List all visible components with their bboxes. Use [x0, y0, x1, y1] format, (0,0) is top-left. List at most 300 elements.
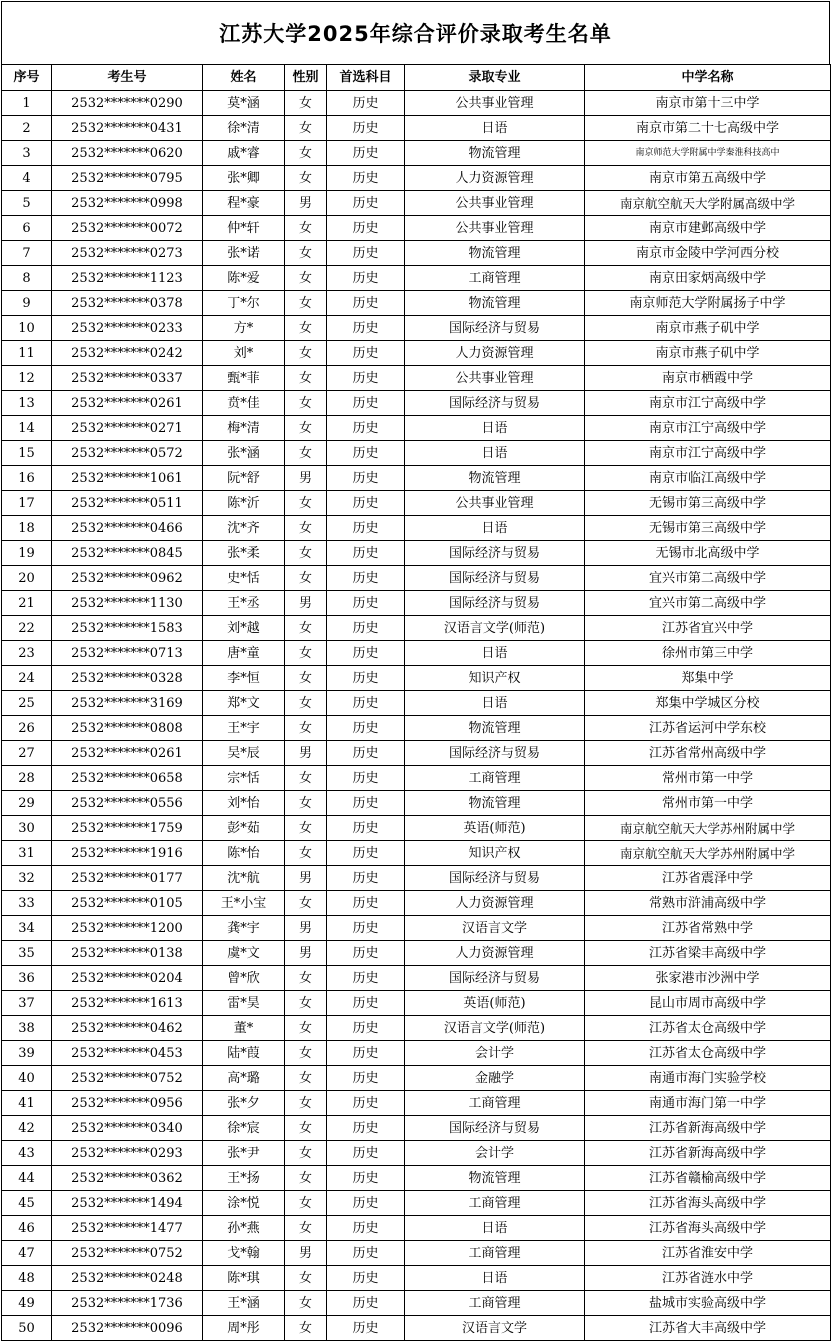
cell-major: 人力资源管理	[405, 941, 585, 966]
cell-subject: 历史	[327, 791, 405, 816]
cell-major: 日语	[405, 1216, 585, 1241]
cell-gender: 男	[285, 866, 327, 891]
cell-exam-id: 2532*******1916	[52, 841, 203, 866]
cell-name: 陈*琪	[203, 1266, 285, 1291]
table-row	[2, 466, 831, 491]
cell-subject: 历史	[327, 1116, 405, 1141]
cell-exam-id: 2532*******0962	[52, 566, 203, 591]
cell-exam-id: 2532*******0752	[52, 1066, 203, 1091]
cell-school: 南京市栖霞中学	[585, 366, 831, 391]
cell-seq: 33	[2, 891, 52, 916]
cell-major: 国际经济与贸易	[405, 566, 585, 591]
cell-seq: 17	[2, 491, 52, 516]
cell-school: 江苏省常熟中学	[585, 916, 831, 941]
table-body	[2, 91, 831, 1341]
cell-school: 南京航空航天大学苏州附属中学	[585, 816, 831, 841]
cell-gender: 女	[285, 441, 327, 466]
cell-major: 知识产权	[405, 666, 585, 691]
cell-major: 物流管理	[405, 716, 585, 741]
cell-gender: 女	[285, 1091, 327, 1116]
cell-major: 国际经济与贸易	[405, 866, 585, 891]
cell-exam-id: 2532*******0204	[52, 966, 203, 991]
cell-gender: 女	[285, 666, 327, 691]
cell-name: 曾*欣	[203, 966, 285, 991]
cell-major: 人力资源管理	[405, 341, 585, 366]
cell-major: 公共事业管理	[405, 191, 585, 216]
table-row	[2, 1116, 831, 1141]
cell-seq: 7	[2, 241, 52, 266]
cell-school: 南京市第五高级中学	[585, 166, 831, 191]
cell-exam-id: 2532*******0808	[52, 716, 203, 741]
header-subject: 首选科目	[327, 65, 405, 91]
cell-major: 汉语言文学	[405, 1316, 585, 1341]
table-row	[2, 691, 831, 716]
cell-exam-id: 2532*******0956	[52, 1091, 203, 1116]
cell-gender: 女	[285, 1191, 327, 1216]
cell-exam-id: 2532*******0290	[52, 91, 203, 116]
table-row	[2, 741, 831, 766]
cell-exam-id: 2532*******0273	[52, 241, 203, 266]
cell-school: 江苏省新海高级中学	[585, 1116, 831, 1141]
cell-name: 甄*菲	[203, 366, 285, 391]
cell-gender: 女	[285, 266, 327, 291]
cell-subject: 历史	[327, 1241, 405, 1266]
cell-school: 盐城市实验高级中学	[585, 1291, 831, 1316]
cell-seq: 49	[2, 1291, 52, 1316]
header-school: 中学名称	[585, 65, 831, 91]
cell-exam-id: 2532*******0378	[52, 291, 203, 316]
cell-school: 常州市第一中学	[585, 766, 831, 791]
cell-exam-id: 2532*******0233	[52, 316, 203, 341]
table-row	[2, 141, 831, 166]
cell-exam-id: 2532*******0337	[52, 366, 203, 391]
table-row	[2, 191, 831, 216]
cell-exam-id: 2532*******3169	[52, 691, 203, 716]
table-row	[2, 166, 831, 191]
cell-school: 常熟市浒浦高级中学	[585, 891, 831, 916]
cell-major: 会计学	[405, 1041, 585, 1066]
cell-subject: 历史	[327, 641, 405, 666]
cell-major: 英语(师范)	[405, 816, 585, 841]
cell-subject: 历史	[327, 591, 405, 616]
cell-subject: 历史	[327, 666, 405, 691]
cell-gender: 女	[285, 841, 327, 866]
cell-seq: 42	[2, 1116, 52, 1141]
cell-major: 物流管理	[405, 1166, 585, 1191]
cell-exam-id: 2532*******0431	[52, 116, 203, 141]
cell-gender: 女	[285, 1316, 327, 1341]
cell-school: 南京田家炳高级中学	[585, 266, 831, 291]
table-row	[2, 491, 831, 516]
cell-name: 梅*清	[203, 416, 285, 441]
cell-school: 南京市江宁高级中学	[585, 441, 831, 466]
table-row	[2, 641, 831, 666]
cell-name: 王*宇	[203, 716, 285, 741]
cell-name: 虞*文	[203, 941, 285, 966]
admission-list-sheet	[1, 1, 830, 1343]
cell-seq: 29	[2, 791, 52, 816]
cell-name: 刘*	[203, 341, 285, 366]
cell-major: 国际经济与贸易	[405, 1116, 585, 1141]
cell-exam-id: 2532*******1583	[52, 616, 203, 641]
cell-exam-id: 2532*******0242	[52, 341, 203, 366]
cell-name: 仲*轩	[203, 216, 285, 241]
cell-seq: 11	[2, 341, 52, 366]
cell-gender: 女	[285, 1141, 327, 1166]
cell-subject: 历史	[327, 1016, 405, 1041]
cell-gender: 女	[285, 1066, 327, 1091]
cell-seq: 8	[2, 266, 52, 291]
cell-exam-id: 2532*******0328	[52, 666, 203, 691]
cell-name: 郑*文	[203, 691, 285, 716]
cell-subject: 历史	[327, 1091, 405, 1116]
cell-name: 莫*涵	[203, 91, 285, 116]
cell-school: 南京市临江高级中学	[585, 466, 831, 491]
cell-seq: 47	[2, 1241, 52, 1266]
cell-school: 南京航空航天大学苏州附属中学	[585, 841, 831, 866]
cell-school: 江苏省宜兴中学	[585, 616, 831, 641]
cell-name: 张*涵	[203, 441, 285, 466]
cell-name: 涂*悦	[203, 1191, 285, 1216]
cell-school: 无锡市北高级中学	[585, 541, 831, 566]
cell-school: 南京市金陵中学河西分校	[585, 241, 831, 266]
cell-subject: 历史	[327, 366, 405, 391]
cell-school: 南京市第十三中学	[585, 91, 831, 116]
cell-school: 南京市江宁高级中学	[585, 416, 831, 441]
cell-school: 江苏省梁丰高级中学	[585, 941, 831, 966]
cell-seq: 21	[2, 591, 52, 616]
cell-gender: 男	[285, 591, 327, 616]
cell-seq: 28	[2, 766, 52, 791]
cell-major: 日语	[405, 116, 585, 141]
cell-school: 南京市第二十七高级中学	[585, 116, 831, 141]
cell-major: 公共事业管理	[405, 491, 585, 516]
cell-name: 程*豪	[203, 191, 285, 216]
cell-gender: 女	[285, 216, 327, 241]
cell-seq: 22	[2, 616, 52, 641]
table-row	[2, 291, 831, 316]
cell-gender: 女	[285, 966, 327, 991]
table-row	[2, 1266, 831, 1291]
table-row	[2, 916, 831, 941]
table-row	[2, 366, 831, 391]
cell-exam-id: 2532*******0362	[52, 1166, 203, 1191]
cell-exam-id: 2532*******0620	[52, 141, 203, 166]
cell-name: 沈*航	[203, 866, 285, 891]
cell-gender: 女	[285, 1016, 327, 1041]
cell-exam-id: 2532*******1759	[52, 816, 203, 841]
cell-name: 方*	[203, 316, 285, 341]
cell-gender: 女	[285, 1166, 327, 1191]
cell-name: 陈*怡	[203, 841, 285, 866]
cell-gender: 女	[285, 566, 327, 591]
cell-school: 宜兴市第二高级中学	[585, 591, 831, 616]
cell-subject: 历史	[327, 816, 405, 841]
table-row	[2, 816, 831, 841]
cell-name: 沈*齐	[203, 516, 285, 541]
cell-exam-id: 2532*******1130	[52, 591, 203, 616]
cell-subject: 历史	[327, 216, 405, 241]
table-row	[2, 116, 831, 141]
cell-name: 刘*越	[203, 616, 285, 641]
cell-major: 公共事业管理	[405, 91, 585, 116]
cell-subject: 历史	[327, 466, 405, 491]
cell-gender: 女	[285, 366, 327, 391]
cell-name: 史*恬	[203, 566, 285, 591]
cell-gender: 女	[285, 316, 327, 341]
cell-exam-id: 2532*******1736	[52, 1291, 203, 1316]
cell-name: 丁*尔	[203, 291, 285, 316]
cell-gender: 男	[285, 466, 327, 491]
cell-gender: 男	[285, 191, 327, 216]
table-row	[2, 541, 831, 566]
cell-gender: 男	[285, 941, 327, 966]
cell-subject: 历史	[327, 316, 405, 341]
cell-name: 徐*宸	[203, 1116, 285, 1141]
table-row	[2, 1091, 831, 1116]
cell-exam-id: 2532*******0138	[52, 941, 203, 966]
cell-major: 国际经济与贸易	[405, 316, 585, 341]
table-row	[2, 941, 831, 966]
cell-exam-id: 2532*******0261	[52, 741, 203, 766]
cell-exam-id: 2532*******0293	[52, 1141, 203, 1166]
table-row	[2, 1166, 831, 1191]
cell-major: 工商管理	[405, 1291, 585, 1316]
cell-seq: 31	[2, 841, 52, 866]
cell-seq: 37	[2, 991, 52, 1016]
cell-subject: 历史	[327, 1166, 405, 1191]
cell-school: 郑集中学城区分校	[585, 691, 831, 716]
cell-name: 阮*舒	[203, 466, 285, 491]
cell-subject: 历史	[327, 266, 405, 291]
cell-gender: 女	[285, 1116, 327, 1141]
cell-exam-id: 2532*******0713	[52, 641, 203, 666]
cell-gender: 男	[285, 916, 327, 941]
cell-gender: 女	[285, 291, 327, 316]
cell-major: 日语	[405, 416, 585, 441]
cell-exam-id: 2532*******0340	[52, 1116, 203, 1141]
cell-seq: 13	[2, 391, 52, 416]
cell-major: 工商管理	[405, 1091, 585, 1116]
cell-major: 国际经济与贸易	[405, 741, 585, 766]
cell-subject: 历史	[327, 966, 405, 991]
cell-school: 南京师范大学附属扬子中学	[585, 291, 831, 316]
cell-major: 工商管理	[405, 1191, 585, 1216]
cell-major: 国际经济与贸易	[405, 391, 585, 416]
cell-exam-id: 2532*******0556	[52, 791, 203, 816]
cell-name: 龚*宇	[203, 916, 285, 941]
cell-exam-id: 2532*******0511	[52, 491, 203, 516]
cell-seq: 5	[2, 191, 52, 216]
cell-name: 张*诺	[203, 241, 285, 266]
cell-school: 江苏省新海高级中学	[585, 1141, 831, 1166]
cell-major: 工商管理	[405, 1241, 585, 1266]
table-row	[2, 991, 831, 1016]
table-row	[2, 416, 831, 441]
table-row	[2, 341, 831, 366]
table-row	[2, 1216, 831, 1241]
cell-exam-id: 2532*******0177	[52, 866, 203, 891]
cell-subject: 历史	[327, 341, 405, 366]
cell-subject: 历史	[327, 1291, 405, 1316]
cell-name: 刘*怡	[203, 791, 285, 816]
cell-school: 江苏省涟水中学	[585, 1266, 831, 1291]
cell-major: 汉语言文学(师范)	[405, 1016, 585, 1041]
cell-subject: 历史	[327, 441, 405, 466]
cell-seq: 26	[2, 716, 52, 741]
cell-name: 戚*睿	[203, 141, 285, 166]
cell-subject: 历史	[327, 891, 405, 916]
table-row	[2, 516, 831, 541]
cell-name: 张*夕	[203, 1091, 285, 1116]
cell-major: 会计学	[405, 1141, 585, 1166]
cell-exam-id: 2532*******0845	[52, 541, 203, 566]
cell-major: 金融学	[405, 1066, 585, 1091]
cell-subject: 历史	[327, 716, 405, 741]
cell-major: 日语	[405, 441, 585, 466]
cell-name: 贲*佳	[203, 391, 285, 416]
table-row	[2, 1291, 831, 1316]
cell-gender: 女	[285, 1041, 327, 1066]
cell-gender: 女	[285, 391, 327, 416]
cell-seq: 40	[2, 1066, 52, 1091]
cell-gender: 女	[285, 891, 327, 916]
table-row	[2, 1041, 831, 1066]
table-row	[2, 1241, 831, 1266]
cell-major: 人力资源管理	[405, 891, 585, 916]
cell-exam-id: 2532*******0261	[52, 391, 203, 416]
cell-seq: 19	[2, 541, 52, 566]
cell-major: 日语	[405, 691, 585, 716]
cell-seq: 20	[2, 566, 52, 591]
cell-school: 南京航空航天大学附属高级中学	[585, 191, 831, 216]
cell-seq: 41	[2, 1091, 52, 1116]
cell-seq: 1	[2, 91, 52, 116]
cell-exam-id: 2532*******0795	[52, 166, 203, 191]
cell-exam-id: 2532*******0248	[52, 1266, 203, 1291]
table-row	[2, 266, 831, 291]
cell-subject: 历史	[327, 1041, 405, 1066]
cell-name: 唐*童	[203, 641, 285, 666]
cell-name: 董*	[203, 1016, 285, 1041]
cell-subject: 历史	[327, 841, 405, 866]
cell-school: 宜兴市第二高级中学	[585, 566, 831, 591]
cell-exam-id: 2532*******0271	[52, 416, 203, 441]
table-header-row	[2, 65, 831, 91]
cell-name: 戈*翰	[203, 1241, 285, 1266]
cell-school: 无锡市第三高级中学	[585, 491, 831, 516]
cell-major: 汉语言文学(师范)	[405, 616, 585, 641]
header-gender: 性别	[285, 65, 327, 91]
cell-gender: 女	[285, 341, 327, 366]
cell-major: 日语	[405, 641, 585, 666]
table-row	[2, 616, 831, 641]
cell-exam-id: 2532*******1494	[52, 1191, 203, 1216]
cell-exam-id: 2532*******0466	[52, 516, 203, 541]
cell-seq: 3	[2, 141, 52, 166]
cell-seq: 45	[2, 1191, 52, 1216]
cell-gender: 女	[285, 91, 327, 116]
cell-major: 国际经济与贸易	[405, 966, 585, 991]
cell-gender: 女	[285, 516, 327, 541]
cell-seq: 23	[2, 641, 52, 666]
table-row	[2, 1066, 831, 1091]
cell-seq: 12	[2, 366, 52, 391]
cell-name: 王*涵	[203, 1291, 285, 1316]
cell-gender: 女	[285, 1216, 327, 1241]
cell-subject: 历史	[327, 566, 405, 591]
cell-subject: 历史	[327, 1266, 405, 1291]
cell-subject: 历史	[327, 141, 405, 166]
cell-subject: 历史	[327, 1191, 405, 1216]
cell-gender: 女	[285, 241, 327, 266]
cell-seq: 46	[2, 1216, 52, 1241]
cell-major: 国际经济与贸易	[405, 541, 585, 566]
cell-gender: 男	[285, 741, 327, 766]
cell-subject: 历史	[327, 766, 405, 791]
cell-exam-id: 2532*******1477	[52, 1216, 203, 1241]
cell-gender: 女	[285, 641, 327, 666]
table-row	[2, 791, 831, 816]
cell-gender: 女	[285, 141, 327, 166]
cell-gender: 女	[285, 416, 327, 441]
cell-gender: 女	[285, 766, 327, 791]
cell-school: 郑集中学	[585, 666, 831, 691]
cell-name: 陆*葭	[203, 1041, 285, 1066]
cell-seq: 34	[2, 916, 52, 941]
cell-gender: 女	[285, 541, 327, 566]
cell-seq: 2	[2, 116, 52, 141]
cell-seq: 27	[2, 741, 52, 766]
cell-seq: 38	[2, 1016, 52, 1041]
cell-subject: 历史	[327, 1066, 405, 1091]
header-name: 姓名	[203, 65, 285, 91]
cell-exam-id: 2532*******0572	[52, 441, 203, 466]
cell-name: 王*小宝	[203, 891, 285, 916]
cell-gender: 女	[285, 691, 327, 716]
cell-seq: 32	[2, 866, 52, 891]
cell-name: 宗*恬	[203, 766, 285, 791]
cell-major: 物流管理	[405, 141, 585, 166]
cell-seq: 14	[2, 416, 52, 441]
cell-major: 日语	[405, 1266, 585, 1291]
cell-seq: 36	[2, 966, 52, 991]
cell-major: 物流管理	[405, 291, 585, 316]
cell-seq: 15	[2, 441, 52, 466]
admission-table	[1, 64, 831, 1341]
cell-seq: 18	[2, 516, 52, 541]
table-row	[2, 1016, 831, 1041]
cell-school: 江苏省太仓高级中学	[585, 1041, 831, 1066]
cell-school: 江苏省震泽中学	[585, 866, 831, 891]
cell-gender: 女	[285, 791, 327, 816]
cell-school: 南京市燕子矶中学	[585, 341, 831, 366]
cell-subject: 历史	[327, 741, 405, 766]
cell-name: 李*恒	[203, 666, 285, 691]
cell-school: 江苏省赣榆高级中学	[585, 1166, 831, 1191]
cell-subject: 历史	[327, 391, 405, 416]
cell-exam-id: 2532*******0658	[52, 766, 203, 791]
table-row	[2, 866, 831, 891]
cell-name: 吴*辰	[203, 741, 285, 766]
cell-subject: 历史	[327, 166, 405, 191]
cell-seq: 10	[2, 316, 52, 341]
page-title: 江苏大学2025年综合评价录取考生名单	[1, 1, 830, 64]
cell-major: 日语	[405, 516, 585, 541]
cell-school: 江苏省海头高级中学	[585, 1216, 831, 1241]
cell-name: 张*柔	[203, 541, 285, 566]
cell-gender: 女	[285, 491, 327, 516]
